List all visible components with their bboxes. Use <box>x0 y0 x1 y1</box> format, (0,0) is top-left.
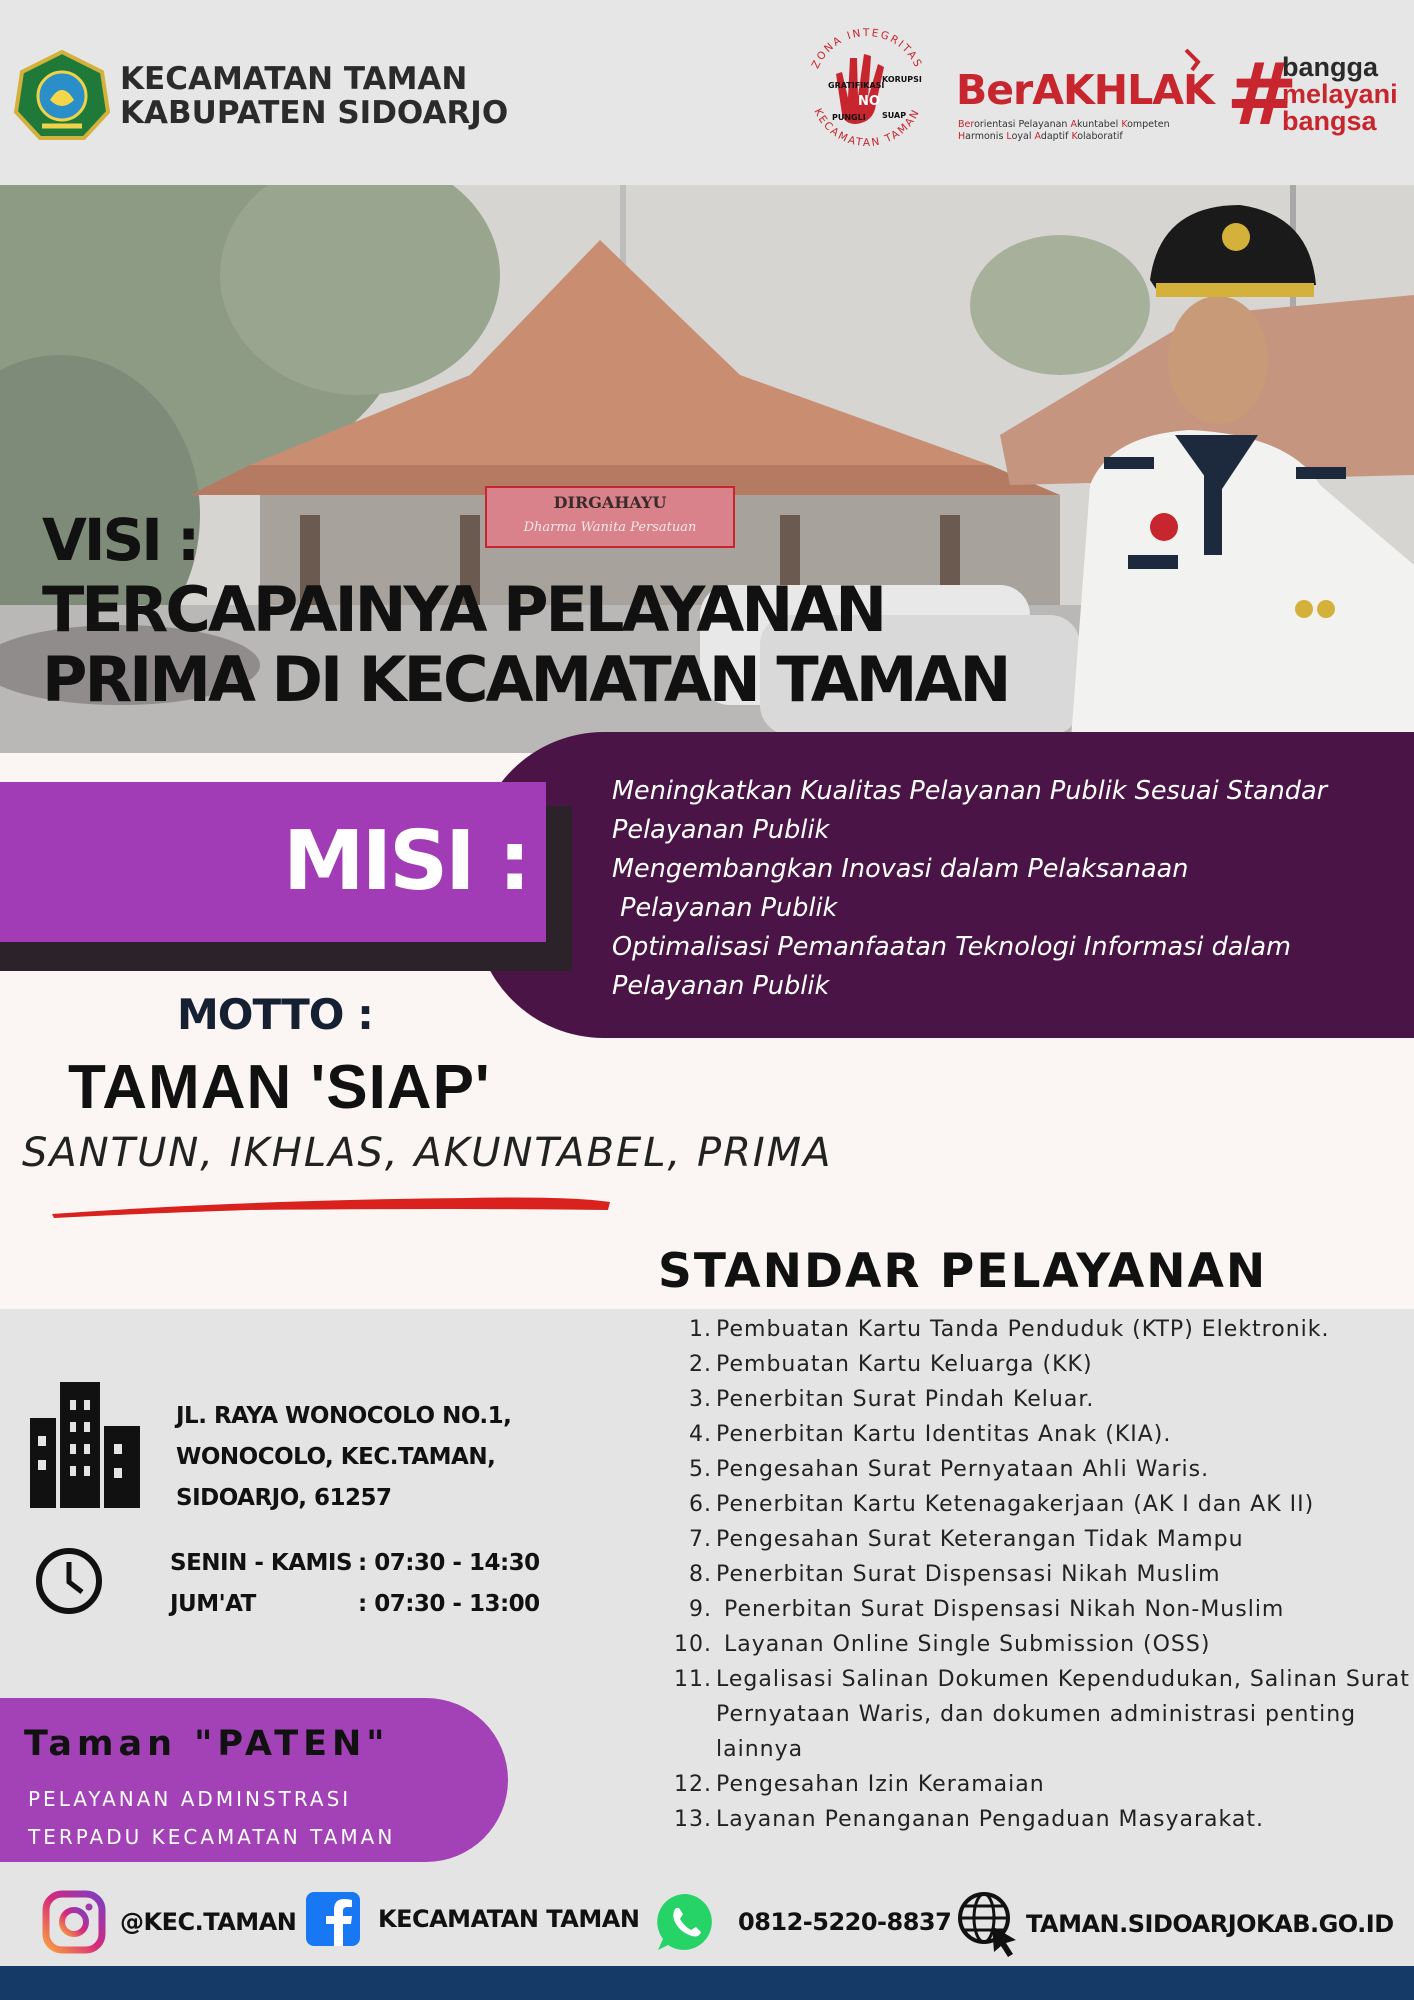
visi-label: VISI : <box>42 506 198 574</box>
list-item: 10. Layanan Online Single Submission (OSS) <box>674 1632 1211 1657</box>
whatsapp-link[interactable] <box>654 1890 951 1954</box>
list-item: 3. Penerbitan Surat Pindah Keluar. <box>689 1387 1095 1412</box>
misi-label: MISI : <box>282 814 528 909</box>
hours-row: SENIN - KAMIS : 07:30 - 14:30 <box>170 1550 540 1576</box>
org-line-2: KABUPATEN SIDOARJO <box>120 95 509 131</box>
list-item: 7. Pengesahan Surat Keterangan Tidak Mampu <box>689 1527 1244 1552</box>
building-icon <box>26 1378 146 1508</box>
bottom-bar <box>0 1966 1414 2000</box>
office-hours <box>170 1543 540 1625</box>
list-item: 2. Pembuatan Kartu Keluarga (KK) <box>689 1352 1093 1377</box>
visi-block <box>42 505 1008 715</box>
chevron-right-icon <box>1182 48 1202 76</box>
instagram-handle: @KEC.TAMAN <box>120 1908 297 1936</box>
website-url: TAMAN.SIDOARJOKAB.GO.ID <box>1026 1910 1394 1938</box>
clock-icon <box>34 1546 104 1616</box>
visi-line-2: PRIMA DI KECAMATAN TAMAN <box>42 643 1009 716</box>
list-item: 1. Pembuatan Kartu Tanda Penduduk (KTP) Elektronik. <box>689 1317 1330 1342</box>
organization-name <box>120 62 508 130</box>
list-item: 11. Legalisasi Salinan Dokumen Kependudukan, Salinan Surat Pernyataan Waris, dan dokumen administrasi penting lainnya <box>674 1667 1410 1762</box>
facebook-icon <box>306 1890 360 1948</box>
paten-title: Taman "PATEN" <box>24 1724 390 1764</box>
berakhlak-logo <box>956 48 1214 148</box>
list-item: 12. Pengesahan Izin Keramaian <box>674 1772 1045 1797</box>
zi-label-no: NO <box>858 94 880 109</box>
motto-subtitle: SANTUN, IKHLAS, AKUNTABEL, PRIMA <box>22 1130 833 1176</box>
whatsapp-icon <box>654 1890 718 1954</box>
list-item: 5. Pengesahan Surat Pernyataan Ahli Waris. <box>689 1457 1210 1482</box>
misi-line: Pelayanan Publik <box>612 971 830 1001</box>
misi-line: Mengembangkan Inovasi dalam Pelaksanaan <box>612 854 1189 884</box>
berakhlak-tagline: Berorientasi Pelayanan Akuntabel Kompeten Harmonis Loyal Adaptif Kolaboratif <box>958 119 1170 142</box>
facebook-page: KECAMATAN TAMAN <box>378 1905 640 1933</box>
office-address: JL. RAYA WONOCOLO NO.1, WONOCOLO, KEC.TAMAN, SIDOARJO, 61257 <box>176 1403 512 1511</box>
whatsapp-number: 0812-5220-8837 <box>738 1908 952 1936</box>
banner-subtext: Dharma Wanita Persatuan <box>523 520 697 535</box>
list-item: 4. Penerbitan Kartu Identitas Anak (KIA). <box>689 1422 1172 1447</box>
globe-cursor-icon <box>956 1890 1020 1958</box>
standar-pelayanan-title: STANDAR PELAYANAN <box>658 1244 1268 1299</box>
misi-line: Optimalisasi Pemanfaatan Teknologi Informasi dalam <box>612 932 1291 962</box>
zona-integritas-ring-bottom: KECAMATAN TAMAN <box>811 106 923 150</box>
list-item: 9. Penerbitan Surat Dispensasi Nikah Non-Muslim <box>689 1597 1285 1622</box>
banner-text: DIRGAHAYU <box>553 493 667 512</box>
hours-row: JUM'AT : 07:30 - 13:00 <box>170 1591 540 1617</box>
website-link[interactable] <box>956 1890 1394 1958</box>
misi-text <box>612 772 1414 1006</box>
berakhlak-word: BerAKHLAK <box>956 66 1214 114</box>
brush-underline <box>48 1188 618 1222</box>
motto-label: MOTTO : <box>177 990 373 1039</box>
list-item: 8. Penerbitan Surat Dispensasi Nikah Muslim <box>689 1562 1221 1587</box>
instagram-icon <box>42 1890 106 1954</box>
misi-line: Meningkatkan Kualitas Pelayanan Publik Sesuai Standar <box>612 776 1328 806</box>
visi-line-1: TERCAPAINYA PELAYANAN <box>42 573 885 646</box>
misi-line: Pelayanan Publik <box>612 815 830 845</box>
misi-line: Pelayanan Publik <box>612 893 838 923</box>
facebook-link[interactable] <box>306 1890 639 1948</box>
zi-label-pungli: PUNGLI <box>832 113 866 122</box>
paten-badge <box>0 1698 508 1862</box>
bangga-text: bangga melayani bangsa <box>1282 52 1398 136</box>
hashtag-icon: # <box>1226 45 1299 145</box>
paten-subtitle: PELAYANAN ADMINSTRASI TERPADU KECAMATAN TAMAN <box>28 1787 396 1849</box>
zi-label-gratifikasi: GRATIFIKASI <box>828 81 885 90</box>
misi-label-box <box>0 782 546 942</box>
standar-pelayanan-list <box>662 1312 1414 1837</box>
motto-title: TAMAN 'SIAP' <box>68 1053 491 1122</box>
zi-label-suap: SUAP <box>882 111 907 120</box>
list-item: 6. Penerbitan Kartu Ketenagakerjaan (AK I dan AK II) <box>689 1492 1315 1517</box>
social-footer <box>0 1882 1414 1962</box>
sidoarjo-crest-icon <box>12 50 112 142</box>
zona-integritas-badge <box>796 18 938 160</box>
zona-integritas-ring-top: ZONA INTEGRITAS <box>809 26 925 71</box>
org-line-1: KECAMATAN TAMAN <box>120 61 468 97</box>
instagram-link[interactable] <box>42 1890 296 1954</box>
zi-label-korupsi: KORUPSI <box>882 75 922 84</box>
list-item: 13. Layanan Penanganan Pengaduan Masyarakat. <box>674 1807 1264 1832</box>
bangga-melayani-bangsa-logo <box>1226 45 1414 145</box>
